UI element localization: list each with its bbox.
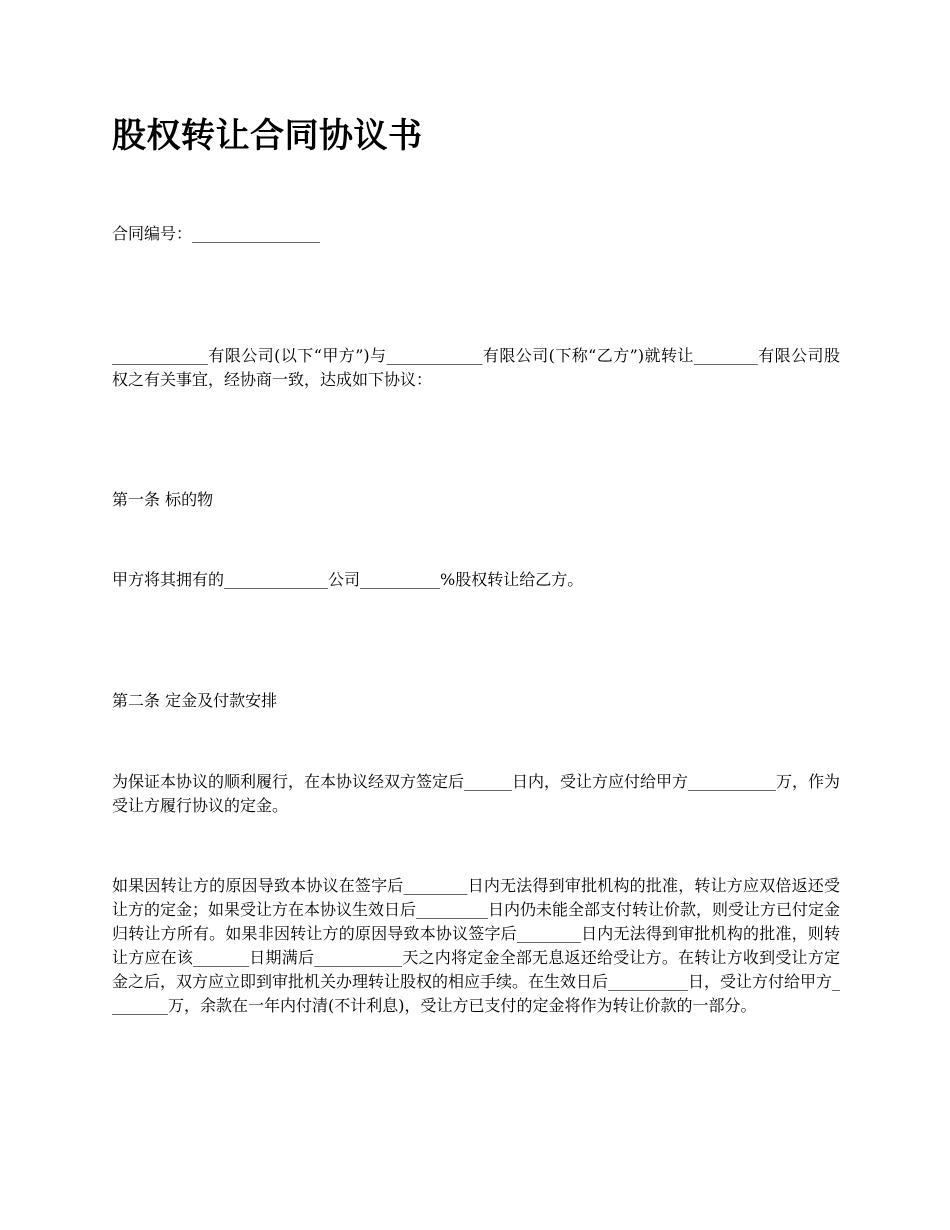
article-2-heading: 第二条 定金及付款安排 <box>112 691 278 710</box>
document-title: 股权转让合同协议书 <box>112 116 423 156</box>
article-2-paragraph-1: 为保证本协议的顺利履行，在本协议经双方签定后______日内，受让方应付给甲方___________万，作为受让方履行协议的定金。 <box>112 772 841 815</box>
intro-paragraph: ____________有限公司(以下“甲方”)与____________有限公司(下称“乙方”)就转让________有限公司股权之有关事宜，经协商一致，达成如下协议： <box>112 346 840 389</box>
article-2-paragraph-2: 如果因转让方的原因导致本协议在签字后________日内无法得到审批机构的批准，转让方应双倍返还受让方的定金；如果受让方在本协议生效日后_________日内仍未能全部支付转让价款，则受让方已付定金归转让方所有。如果非因转让方的原因导致本协议签字后________日内无法得到审批机构的批准，则转让方应在该_______日期满后___________天之内将定金全部无息返还给受让方。在转让方收到受让方定金之后，双方应立即到审批机关办理转让股权的相应手续。在生效日后__________日，受让方付给甲方________万，余款在一年内付清(不计利息)，受让方已支付的定金将作为转让价款的一部分。 <box>112 876 841 1015</box>
contract-number-line: 合同编号：________________ <box>112 224 321 243</box>
article-1-heading: 第一条 标的物 <box>112 490 214 509</box>
article-1-text: 甲方将其拥有的_____________公司__________%股权转让给乙方。 <box>112 570 584 589</box>
